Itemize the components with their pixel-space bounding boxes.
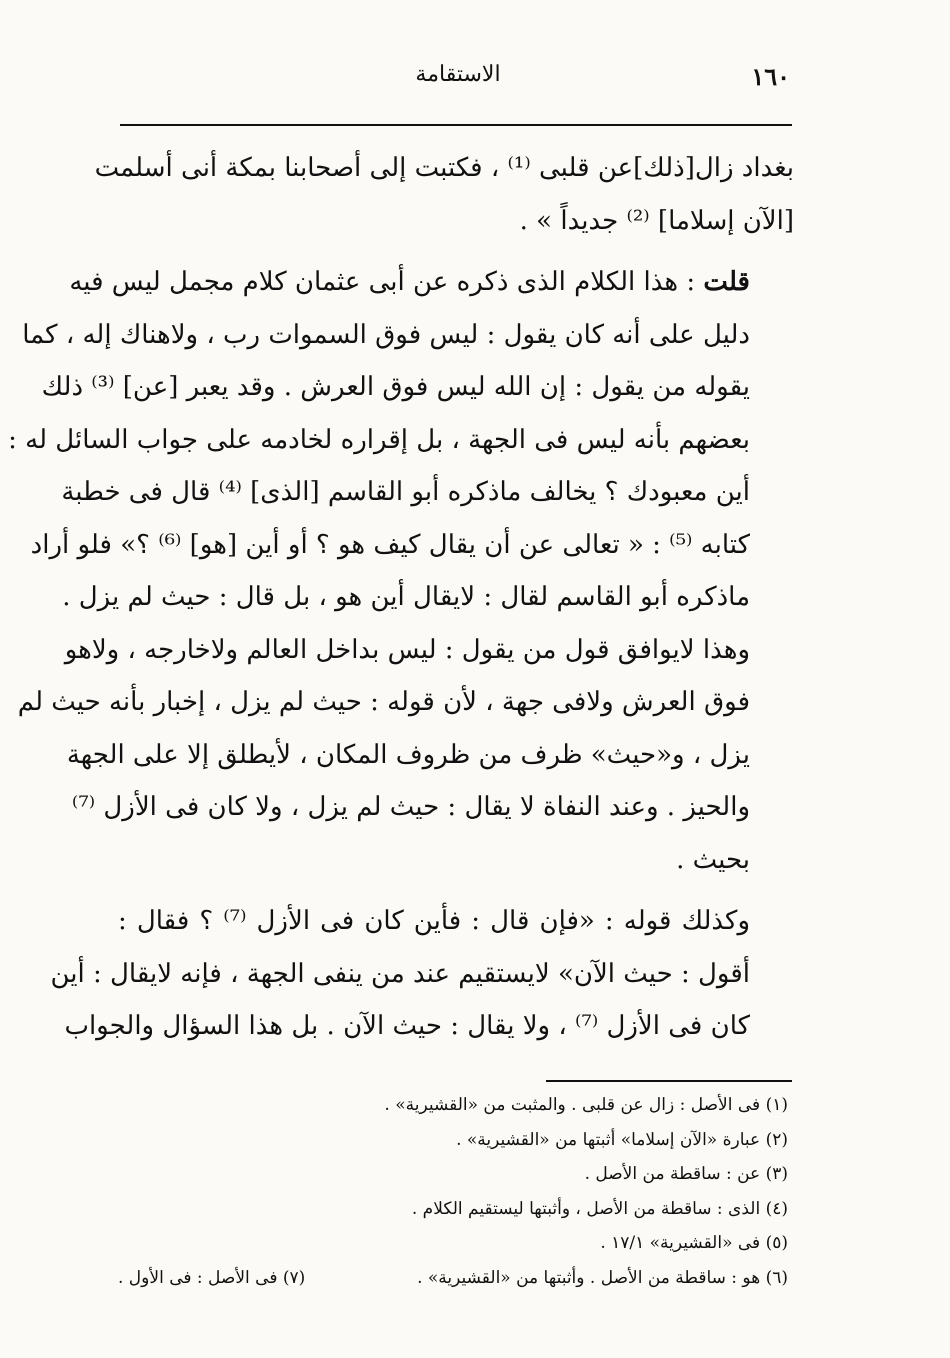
footnote: (٧) فى الأصل : فى الأول . (118, 1267, 306, 1288)
page-header (118, 62, 798, 102)
footnote: (٦) هو : ساقطة من الأصل . وأثبتها من «القشيرية» . (417, 1267, 788, 1288)
page-number: ١٦٠ (751, 62, 790, 91)
text-line-rest: : هذا الكلام الذى ذكره عن أبى عثمان كلام مجمل ليس فيه (69, 267, 696, 297)
paragraph-lead-word: قلت (703, 267, 750, 297)
text-line: يزل ، و«حيث» ظرف من ظروف المكان ، لأيطلق إلا على الجهة (66, 739, 750, 770)
text-line: [الآن إسلاما] ⁽²⁾ جديداً » . (519, 205, 794, 236)
text-line: بغداد زال[ذلك]عن قلبى ⁽¹⁾ ، فكتبت إلى أصحابنا بمكة أنى أسلمت (94, 153, 794, 183)
footnote: (١) فى الأصل : زال عن قلبى . والمثبت من «القشيرية» . (384, 1095, 788, 1115)
paragraph-1 (94, 142, 794, 247)
text-line: بحيث . (676, 844, 750, 875)
text-line: ماذكره أبو القاسم لقال : لايقال أين هو ، بل قال : حيث لم يزل . (62, 582, 750, 612)
text-line: أين معبودك ؟ يخالف ماذكره أبو القاسم [الذى] ⁽⁴⁾ قال فى خطبة (61, 477, 750, 507)
header-divider (120, 124, 792, 126)
footnote: (٤) الذى : ساقطة من الأصل ، وأثبتها ليستقيم الكلام . (411, 1198, 788, 1219)
text-line: كتابه ⁽⁵⁾ : « تعالى عن أن يقال كيف هو ؟ أو أين [هو] ⁽⁶⁾ ؟» فلو أراد (30, 529, 750, 560)
text-line: بعضهم بأنه ليس فى الجهة ، بل إقراره لخادمه على جواب السائل له : (8, 424, 750, 455)
text-line: فوق العرش ولافى جهة ، لأن قوله : حيث لم يزل ، إخبار بأنه حيث لم (17, 687, 750, 717)
footnote-row (118, 1261, 788, 1296)
running-title: الاستقامة (415, 62, 501, 87)
paragraph-2 (8, 256, 794, 886)
text-line (69, 256, 794, 309)
footnote: (٥) فى «القشيرية» ١٧/١ . (600, 1233, 788, 1253)
footnote: (٣) عن : ساقطة من الأصل . (584, 1164, 788, 1184)
text-line: وكذلك قوله : «فإن قال : فأين كان فى الأزل ⁽⁷⁾ ؟ فقال : (118, 906, 750, 936)
text-line: أقول : حيث الآن» لايستقيم عند من ينفى الجهة ، فإنه لايقال : أين (50, 958, 750, 989)
main-text (8, 142, 794, 1053)
text-line: وهذا لايوافق قول من يقول : ليس بداخل العالم ولاخارجه ، ولاهو (64, 634, 750, 665)
footnote: (٢) عبارة «الآن إسلاما» أثبتها من «القشيرية» . (456, 1129, 788, 1150)
paragraph-3 (50, 895, 794, 1053)
text-line: كان فى الأزل ⁽⁷⁾ ، ولا يقال : حيث الآن . بل هذا السؤال والجواب (64, 1011, 750, 1041)
footnotes (118, 1088, 788, 1295)
text-line: والحيز . وعند النفاة لا يقال : حيث لم يزل ، ولا كان فى الأزل ⁽⁷⁾ (71, 792, 750, 822)
text-line: دليل على أنه كان يقول : ليس فوق السموات رب ، ولاهناك إله ، كما (22, 319, 750, 350)
footnote-divider (546, 1080, 792, 1082)
text-line: يقوله من يقول : إن الله ليس فوق العرش . وقد يعبر [عن] ⁽³⁾ ذلك (41, 372, 750, 402)
